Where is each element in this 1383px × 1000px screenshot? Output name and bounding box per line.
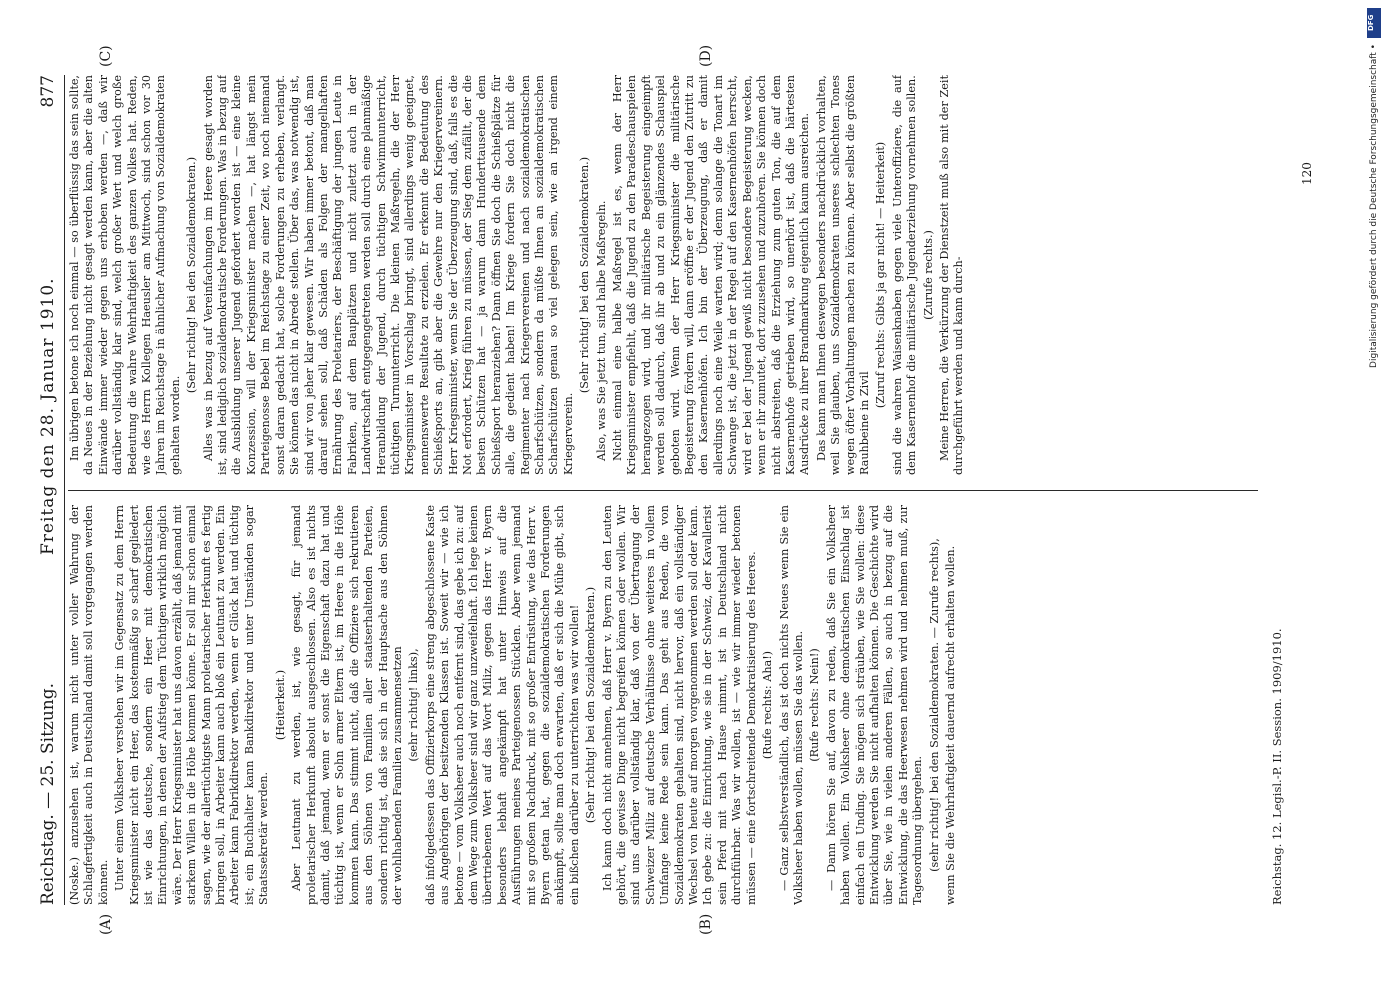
text-column-left <box>68 505 1268 905</box>
page-number-top: 877 <box>38 75 58 108</box>
paragraph: (Noske.) anzusehen ist, warum nicht unter voller Wahrung der Schlagfertigkeit auch in Deutschland damit soll vorgegangen werden können. <box>68 505 110 905</box>
interjection: (Rufe rechts: Aha!) <box>761 650 775 760</box>
interjection: (sehr richtig! bei den Sozialdemokraten. — Zurufe rechts), <box>927 538 941 872</box>
paragraph: Unter einem Volksheer verstehen wir im Gegensatz zu dem Herrn Kriegsminister nicht ein Heer, das kostenmäßig so scharf gegliedert ist wie das deutsche, sondern ein Heer mit demokratischen Einrichtungen, in denen der Aufstieg dem Tüchtigen wirklich möglich wäre. Der Herr Kriegsminister hat uns davon erzählt, daß jemand mit starkem Willen in die Höhe kommen könne. Er soll mir schon einmal sagen, wie der allertüchtigste Mann proletarischer Herkunft es fertig bringen soll, in Arbeiter kann auch bloß ein Leutnant zu werden. Ein Arbeiter kann Fabrikdirektor werden, wenn er Glück hat und tüchtig ist; ein Buchhalter kann Bankdirektor und unter Umständen sogar Staatssekretär werden. <box>113 505 271 905</box>
interjection: (Zurufe rechts.) <box>921 230 935 320</box>
paragraph: — Dann hören Sie auf, davon zu reden, daß Sie ein Volksheer haben wollen. Ein Volksheer ohne demokratischen Einschlag ist einfach ein Unding. Sie mögen sich sträuben, wie Sie wollen: diese Entwicklung werden Sie nicht aufhalten können. Die Geschichte wird über Sie, wie in vielen anderen Fällen, so auch in bezug auf die Entwicklung, die das Heerwesen nehmen wird und nehmen muß, zur Tagesordnung übergehen. <box>824 505 925 905</box>
interjection: (Rufe rechts: Nein!) <box>808 648 822 762</box>
text-column-right <box>68 75 1268 475</box>
paragraph: Meine Herren, die Verkürzung der Dienstzeit muß also mit der Zeit durchgeführt werden und kann durch- <box>937 75 966 475</box>
dfg-attribution-text: Digitalisierung gefördert durch die Deutsche Forschungsgemeinschaft • <box>1369 44 1379 368</box>
paragraph: Aber Leutnant zu werden, ist, wie gesagt, für jemand proletarischer Herkunft absolut ausgeschlossen. Also es ist nichts damit, daß jemand, wenn er sonst die Eigenschaft dazu hat und tüchtig ist, wenn er Sohn armer Eltern ist, im Heere in die Höhe kommen kann. Das stimmt nicht, daß die Offiziere sich rekrutieren aus den Söhnen von Familien aller staatserhaltenden Parteien, sondern richtig ist, daß sie sich in der Hauptsache aus den Söhnen der wohlhabenden Familien zusammensetzen <box>290 505 404 905</box>
dfg-attribution <box>1365 8 1383 992</box>
paragraph: Im übrigen betone ich noch einmal — so überflüssig das sein sollte, da Neues in der Beziehung nicht gesagt werden kann, aber die alten Einwände immer wieder gegen uns erhoben werden —, daß wir darüber vollständig klar sind, welch großer Wert und welch große Bedeutung die wahre Wehrhaftigkeit des ganzen Volkes hat. Reden, wie des Herrn Kollegen Haeusler am Mittwoch, sind schon vor 30 Jahren im Reichstage in ähnlicher Aufmachung von Sozialdemokraten gehalten worden. <box>68 75 182 475</box>
page-number-bottom: 120 <box>1300 162 1314 185</box>
paragraph: daß infolgedessen das Offizierkorps eine streng abgeschlossene Kaste aus Angehörigen der besitzenden Klassen ist. Soweit wir — wie ich betone — vom Volksheer auch noch entfernt sind, das gebe ich zu: auf dem Wege zum Volksheer sind wir ganz unzweifelhaft. Ich lege keinen übertriebenen Wert auf das Wort Miliz, gegen das Herr v. Byern besonders lebhaft angekämpft hat unter Hinweis auf die Ausführungen meines Parteigenossen Stücklen. Aber wenn jemand mit so großem Nachdruck, mit so großer Entrüstung, wie das Herr v. Byern getan hat, gegen die sozialdemokratischen Forderungen ankämpft, sollte man doch erwarten, daß er sich die Mühe gibt, sich ein bißchen darüber zu unterrichten was wir wollen! <box>423 505 581 905</box>
margin-marker-c: (C) <box>98 45 114 67</box>
interjection: (Sehr richtig! bei den Sozialdemokraten.) <box>185 156 199 394</box>
footer-citation: Reichstag. 12. Legisl.-P. II. Session. 1909/1910. <box>1270 628 1284 905</box>
header-rule <box>64 75 65 905</box>
margin-marker-a: (A) <box>98 913 114 935</box>
interjection: (Heiterkeit.) <box>273 669 287 741</box>
running-head-left: Reichstag. — 25. Sitzung. <box>38 682 58 905</box>
interjection: (Zuruf rechts: Gibts ja gar nicht! — Heiterkeit) <box>874 141 888 409</box>
paragraph: wenn Sie die Wehrhaftigkeit dauernd aufrecht erhalten wollen. <box>943 545 957 905</box>
interjection: (Sehr richtig! bei den Sozialdemokraten.) <box>578 156 592 394</box>
paragraph: Ich kann doch nicht annehmen, daß Herr v. Byern zu den Leuten gehört, die gewisse Dinge nicht begreifen können oder wollen. Wir sind uns darüber vollständig klar, daß von der Übertragung der Schweizer Miliz auf deutsche Verhältnisse ohne weiteres in vollem Umfange keine Rede sein kann. Das geht aus Reden, die von Sozialdemokraten gehalten sind, nicht hervor, daß ein vollständiger Wechsel von heute auf morgen vorgenommen werden soll oder kann. Ich gebe zu: die Einrichtung, wie sie in der Schweiz, der Kavallerist sein Pferd mit nach Hause nimmt, ist in Deutschland nicht durchführbar. Was wir wollen, ist — wie wir immer wieder betonen müssen — eine fortschreitende Demokratisierung des Heeres. <box>600 505 758 905</box>
interjection: (Sehr richtig! bei den Sozialdemokraten.) <box>584 586 598 824</box>
dfg-logo-icon: DFG <box>1367 8 1381 38</box>
margin-marker-b: (B) <box>698 913 714 935</box>
paragraph: — Ganz selbstverständlich, das ist doch nichts Neues wenn Sie ein Volksheer haben wollen, müssen Sie das wollen. <box>777 505 805 905</box>
column-rule <box>68 490 1258 491</box>
paragraph: Alles was in bezug auf Vereinfachungen im Heere gesagt worden ist, sind lediglich sozialdemokratische Forderungen. Was in bezug auf die Ausbildung unserer Jugend gefordert worden ist — eine kleine Konzession, will der Kriegsminister machen —, hat längst mein Parteigenosse Bebel im Reichstage zu einer Zeit, wo noch niemand sonst daran gedacht hat, solche Forderungen zu erheben, verlangt. Sie können das nicht in Abrede stellen. Über das, was notwendig ist, sind wir von jeher klar gewesen. Wir haben immer betont, daß man darauf sehen soll, daß Schäden als Folgen der mangelhaften Ernährung des Proletariers, der Beschäftigung der jungen Leute in Fabriken, auf dem Bauplätzen und nicht zuletzt auch in der Landwirtschaft entgegengetreten werden soll durch eine planmäßige Heranbildung der Jugend, durch tüchtigen Schwimmunterricht, tüchtigen Turnunterricht. Die kleinen Maßregeln, die der Herr Kriegsminister in Vorschlag bringt, sind allerdings wenig geeignet, nennenswerte Resultate zu erzielen. Er erkennt die Bedeutung des Schießsports an, gibt aber die Gewehre nur den Kriegervereinern. Herr Kriegsminister, wenn Sie der Überzeugung sind, daß, falls es die Not erfordert, Krieg führen zu müssen, der Sieg dem zufällt, der die besten Schützen hat — ja warum dann Hunderttausende dem Schießsport heranziehen? Dann öffnen Sie doch die Schießplätze für alle, die gedient haben! Im Kriege fordern Sie doch nicht die Regimenter nach Kriegervereinen und nach sozialdemokratischen Scharfschützen, sondern da müßte Ihnen an sozialdemokratischen Scharfschützen genau so viel gelegen sein, wie an irgend einem Kriegerverein. <box>201 75 575 475</box>
paragraph: Das kann man Ihnen deswegen besonders nachdrücklich vorhalten, weil Sie glauben, uns Sozialdemokraten unseres schlechten Tones wegen öfter Vorhaltungen machen zu können. Aber selbst die größten Rauhbeine in Zivil <box>814 75 871 475</box>
paragraph: Also, was Sie jetzt tun, sind halbe Maßregeln. <box>594 200 608 461</box>
paragraph: Nicht einmal eine halbe Maßregel ist es, wenn der Herr Kriegsminister empfiehlt, daß die Jugend zu den Paradeschauspielen herangezogen wird, und ihr militärische Begeisterung eingeimpft werden soll dadurch, daß ihr ab und zu ein glänzendes Schauspiel geboten wird. Wenn der Herr Kriegsminister die militärische Begeisterung fördern will, dann eröffne er der Jugend den Zutritt zu den Kasernenhöfen. Ich bin der Überzeugung, daß er damit allerdings noch eine Weile warten wird; denn solange die Tonart im Schwange ist, die jetzt in der Regel auf den Kasernenhöfen herrscht, wird er bei der Jugend gewiß nicht besondere Begeisterung wecken, wenn er ihr zumutet, dort zuzusehen und zuzuhören. Sie können doch nicht abstreiten, daß die Erziehung zum guten Ton, die auf dem Kasernenhofe getrieben wird, so unerhört ist, daß die härtesten Ausdrücke zu ihrer Brandmarkung eigentlich kaum ausreichen. <box>611 75 812 475</box>
interjection: (sehr richtig! links), <box>407 648 421 762</box>
paragraph: sind die wahren Waisenknaben gegen viele Unteroffiziere, die auf dem Kasernenhof die militärische Jugenderziehung vornehmen sollen. <box>890 75 919 475</box>
running-head-date: Freitag den 28. Januar 1910. <box>38 277 58 555</box>
margin-marker-d: (D) <box>698 44 714 67</box>
page-body <box>38 44 1323 935</box>
